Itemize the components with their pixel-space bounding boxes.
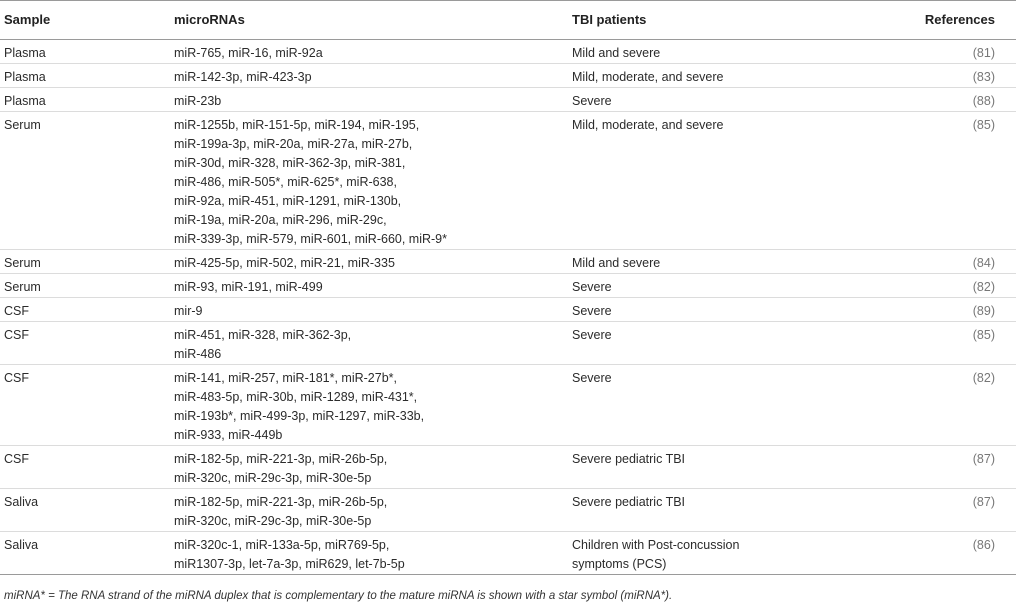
mirna-line: miR-765, miR-16, miR-92a <box>174 46 323 60</box>
cell-sample: Plasma <box>0 64 170 88</box>
patients-line: Mild and severe <box>572 46 661 60</box>
paren-close: ) <box>990 70 995 84</box>
cell-sample: Plasma <box>0 40 170 64</box>
cell-sample: Serum <box>0 112 170 250</box>
table-footnote: miRNA* = The RNA strand of the miRNA duplex that is complementary to the mature miRNA is shown with a star symbol (miRNA*). <box>4 590 673 602</box>
reference-link[interactable]: 87 <box>976 452 991 466</box>
header-micrornas: microRNAs <box>170 1 568 40</box>
cell-sample: Saliva <box>0 532 170 575</box>
cell-reference <box>898 446 1016 489</box>
paren-open: ( <box>972 70 977 84</box>
cell-reference <box>898 489 1016 532</box>
patients-line: Mild, moderate, and severe <box>572 70 724 84</box>
cell-reference <box>898 298 1016 322</box>
cell-sample: Plasma <box>0 88 170 112</box>
cell-tbi-patients <box>568 322 898 365</box>
cell-micrornas <box>170 250 568 274</box>
mirna-line: miR-142-3p, miR-423-3p <box>174 70 312 84</box>
mirna-line: miR-193b*, miR-499-3p, miR-1297, miR-33b, <box>174 409 425 423</box>
cell-micrornas <box>170 274 568 298</box>
mirna-line: miR-483-5p, miR-30b, miR-1289, miR-431*, <box>174 390 418 404</box>
reference-link[interactable]: 88 <box>976 94 991 108</box>
mirna-line: mir-9 <box>174 304 203 318</box>
cell-sample: CSF <box>0 446 170 489</box>
patients-line: Severe <box>572 280 612 294</box>
table-row <box>0 40 1016 64</box>
paren-open: ( <box>972 495 977 509</box>
mirna-line: miR-182-5p, miR-221-3p, miR-26b-5p, <box>174 495 388 509</box>
reference-link[interactable]: 82 <box>976 371 991 385</box>
paren-open: ( <box>972 94 977 108</box>
table-row <box>0 298 1016 322</box>
paren-open: ( <box>972 118 977 132</box>
table-row <box>0 365 1016 446</box>
mirna-line: miR-451, miR-328, miR-362-3p, <box>174 328 352 342</box>
cell-reference <box>898 532 1016 575</box>
mirna-line: miR-933, miR-449b <box>174 428 283 442</box>
patients-line: Severe <box>572 328 612 342</box>
cell-reference <box>898 88 1016 112</box>
cell-tbi-patients <box>568 298 898 322</box>
cell-tbi-patients <box>568 365 898 446</box>
table-row <box>0 446 1016 489</box>
paren-open: ( <box>972 538 977 552</box>
cell-tbi-patients <box>568 64 898 88</box>
cell-micrornas <box>170 88 568 112</box>
paren-open: ( <box>972 452 977 466</box>
cell-micrornas <box>170 40 568 64</box>
patients-line: Severe pediatric TBI <box>572 452 686 466</box>
cell-tbi-patients <box>568 40 898 64</box>
mirna-line: miR-320c-1, miR-133a-5p, miR769-5p, <box>174 538 390 552</box>
reference-link[interactable]: 83 <box>976 70 991 84</box>
paren-close: ) <box>990 94 995 108</box>
table-row <box>0 489 1016 532</box>
patients-line: Children with Post-concussion <box>572 538 740 552</box>
cell-micrornas <box>170 298 568 322</box>
paren-close: ) <box>990 538 995 552</box>
reference-link[interactable]: 89 <box>976 304 991 318</box>
cell-micrornas <box>170 532 568 575</box>
cell-micrornas <box>170 112 568 250</box>
paren-close: ) <box>990 256 995 270</box>
mirna-line: miR-486 <box>174 347 222 361</box>
cell-micrornas <box>170 322 568 365</box>
cell-sample: CSF <box>0 365 170 446</box>
cell-sample: CSF <box>0 322 170 365</box>
mirna-line: miR-339-3p, miR-579, miR-601, miR-660, miR-9* <box>174 232 447 246</box>
paren-open: ( <box>972 328 977 342</box>
paren-close: ) <box>990 304 995 318</box>
table-header-row <box>0 1 1016 40</box>
mirna-line: miR-320c, miR-29c-3p, miR-30e-5p <box>174 471 372 485</box>
table-body <box>0 40 1016 575</box>
mirna-line: miR-92a, miR-451, miR-1291, miR-130b, <box>174 194 402 208</box>
mirna-line: miR-93, miR-191, miR-499 <box>174 280 323 294</box>
table-row <box>0 274 1016 298</box>
cell-tbi-patients <box>568 88 898 112</box>
paren-close: ) <box>990 280 995 294</box>
cell-tbi-patients <box>568 274 898 298</box>
cell-reference <box>898 322 1016 365</box>
reference-link[interactable]: 86 <box>976 538 991 552</box>
reference-link[interactable]: 87 <box>976 495 991 509</box>
cell-sample: Saliva <box>0 489 170 532</box>
reference-link[interactable]: 81 <box>976 46 991 60</box>
cell-sample: CSF <box>0 298 170 322</box>
header-references: References <box>898 1 1016 40</box>
cell-reference <box>898 40 1016 64</box>
header-sample: Sample <box>0 1 170 40</box>
table-row <box>0 250 1016 274</box>
paren-close: ) <box>990 328 995 342</box>
patients-line: Severe <box>572 371 612 385</box>
paren-open: ( <box>972 256 977 270</box>
paren-close: ) <box>990 371 995 385</box>
table-row <box>0 88 1016 112</box>
reference-link[interactable]: 82 <box>976 280 991 294</box>
cell-reference <box>898 250 1016 274</box>
patients-line: Severe <box>572 94 612 108</box>
paren-open: ( <box>972 304 977 318</box>
table-row <box>0 112 1016 250</box>
mirna-line: miR-425-5p, miR-502, miR-21, miR-335 <box>174 256 395 270</box>
mirna-line: miR-141, miR-257, miR-181*, miR-27b*, <box>174 371 397 385</box>
cell-micrornas <box>170 446 568 489</box>
patients-line: Mild, moderate, and severe <box>572 118 724 132</box>
cell-sample: Serum <box>0 274 170 298</box>
reference-link[interactable]: 85 <box>976 118 991 132</box>
patients-line: Severe pediatric TBI <box>572 495 686 509</box>
paren-close: ) <box>990 452 995 466</box>
reference-link[interactable]: 84 <box>976 256 991 270</box>
mirna-line: miR-1255b, miR-151-5p, miR-194, miR-195, <box>174 118 420 132</box>
cell-tbi-patients <box>568 250 898 274</box>
paren-close: ) <box>990 46 995 60</box>
paren-open: ( <box>972 46 977 60</box>
cell-reference <box>898 365 1016 446</box>
paren-close: ) <box>990 118 995 132</box>
reference-link[interactable]: 85 <box>976 328 991 342</box>
patients-line: Severe <box>572 304 612 318</box>
table-row <box>0 532 1016 575</box>
patients-line: Mild and severe <box>572 256 661 270</box>
mirna-line: miR-23b <box>174 94 222 108</box>
cell-tbi-patients <box>568 446 898 489</box>
mirna-line: miR-30d, miR-328, miR-362-3p, miR-381, <box>174 156 406 170</box>
cell-tbi-patients <box>568 532 898 575</box>
cell-reference <box>898 64 1016 88</box>
cell-micrornas <box>170 365 568 446</box>
mirna-line: miR-320c, miR-29c-3p, miR-30e-5p <box>174 514 372 528</box>
table-row <box>0 64 1016 88</box>
cell-reference <box>898 112 1016 250</box>
paren-open: ( <box>972 371 977 385</box>
mirna-line: miR-199a-3p, miR-20a, miR-27a, miR-27b, <box>174 137 413 151</box>
mirna-line: miR-19a, miR-20a, miR-296, miR-29c, <box>174 213 387 227</box>
header-tbi-patients: TBI patients <box>568 1 898 40</box>
mirna-line: miR1307-3p, let-7a-3p, miR629, let-7b-5p <box>174 557 405 571</box>
mirna-line: miR-486, miR-505*, miR-625*, miR-638, <box>174 175 397 189</box>
cell-sample: Serum <box>0 250 170 274</box>
table-row <box>0 322 1016 365</box>
cell-micrornas <box>170 489 568 532</box>
cell-tbi-patients <box>568 489 898 532</box>
cell-reference <box>898 274 1016 298</box>
cell-micrornas <box>170 64 568 88</box>
mirna-line: miR-182-5p, miR-221-3p, miR-26b-5p, <box>174 452 388 466</box>
patients-line: symptoms (PCS) <box>572 557 667 571</box>
cell-tbi-patients <box>568 112 898 250</box>
paren-close: ) <box>990 495 995 509</box>
paren-open: ( <box>972 280 977 294</box>
